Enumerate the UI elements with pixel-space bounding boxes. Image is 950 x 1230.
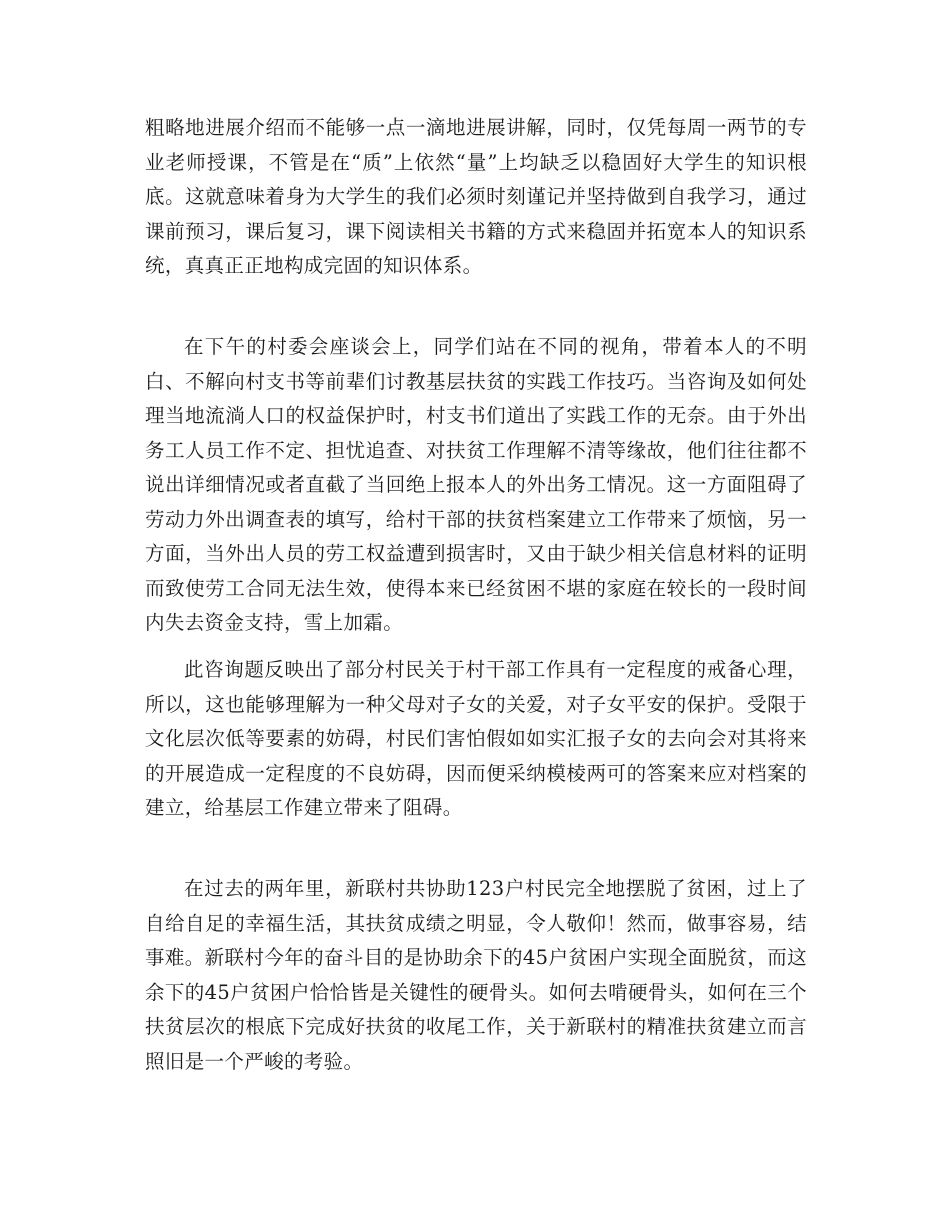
- paragraph-poverty-results: 在过去的两年里，新联村共协助123户村民完全地摆脱了贫困，过上了自给自足的幸福生活，其扶贫成绩之明显，令人敬仰！然而，做事容易，结事难。新联村今年的奋斗目的是协助余下的45户贫困户实现全面脱贫，而这余下的45户贫困户恰恰皆是关键性的硬骨头。如何去啃硬骨头，如何在三个扶贫层次的根底下完成好扶贫的收尾工作，关于新联村的精准扶贫建立而言照旧是一个严峻的考验。: [145, 877, 807, 1073]
- paragraph-continuation: 粗略地进展介绍而不能够一点一滴地进展讲解，同时，仅凭每周一两节的专业老师授课，不管是在“质”上依然“量”上均缺乏以稳固好大学生的知识根底。这就意味着身为大学生的我们必须时刻谨记并坚持做到自我学习，通过课前预习，课后复习，课下阅读相关书籍的方式来稳固并拓宽本人的知识系统，真真正正地构成完固的知识体系。: [145, 116, 807, 277]
- paragraph-village-meeting: 在下午的村委会座谈会上，同学们站在不同的视角，带着本人的不明白、不解向村支书等前辈们讨教基层扶贫的实践工作技巧。当咨询及如何处理当地流淌人口的权益保护时，村支书们道出了实践工作的无奈。由于外出务工人员工作不定、担忧追查、对扶贫工作理解不清等缘故，他们往往都不说出详细情况或者直截了当回绝上报本人的外出务工情况。这一方面阻碍了劳动力外出调查表的填写，给村干部的扶贫档案建立工作带来了烦恼，另一方面，当外出人员的劳工权益遭到损害时，又由于缺少相关信息材料的证明而致使劳工合同无法生效，使得本来已经贫困不堪的家庭在较长的一段时间内失去资金支持，雪上加霜。: [145, 335, 807, 634]
- paragraph-villager-concerns: 此咨询题反映出了部分村民关于村干部工作具有一定程度的戒备心理，所以，这也能够理解为一种父母对子女的关爱，对子女平安的保护。受限于文化层次低等要素的妨碍，村民们害怕假如如实汇报子女的去向会对其将来的开展造成一定程度的不良妨碍，因而便采纳模棱两可的答案来应对档案的建立，给基层工作建立带来了阻碍。: [145, 658, 807, 819]
